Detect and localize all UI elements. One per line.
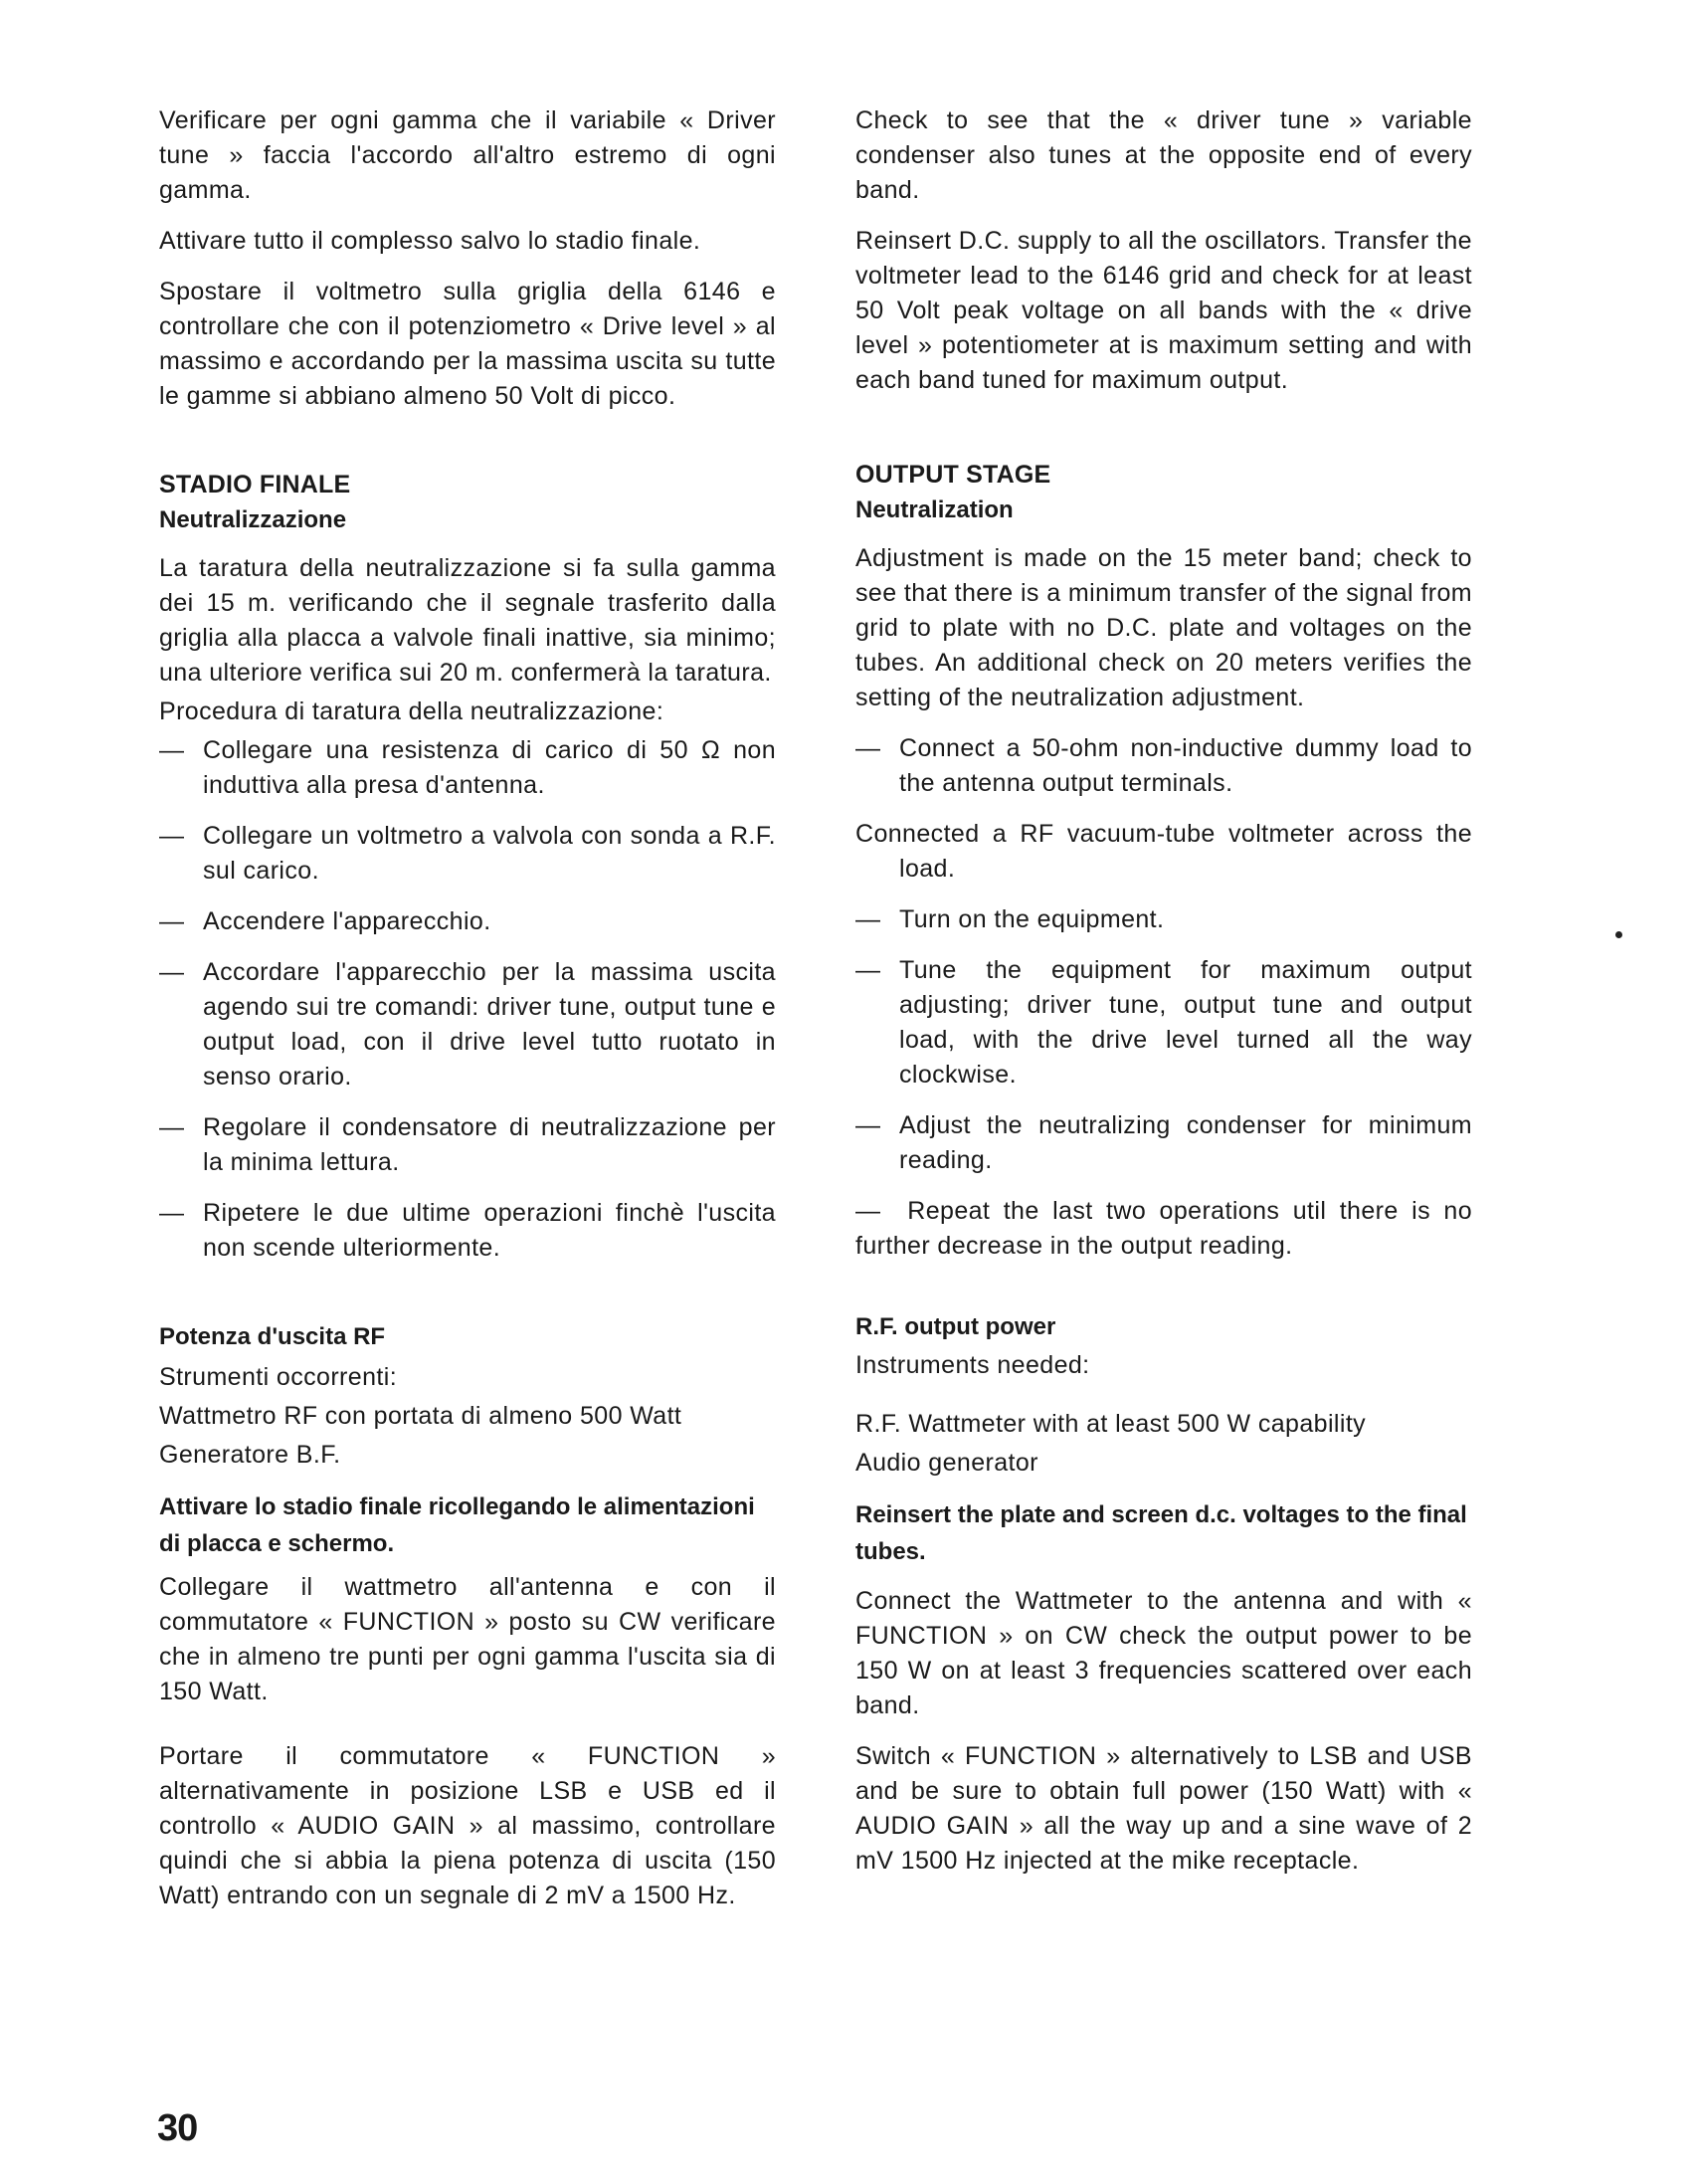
- page-number: 30: [157, 2107, 198, 2149]
- bold-instruction: Reinsert the plate and screen d.c. voltages to the final tubes.: [855, 1501, 1467, 1565]
- bold-instruction: Attivare lo stadio finale ricollegando le alimentazioni di placca e schermo.: [159, 1493, 755, 1557]
- dash-marker: —: [855, 1111, 881, 1139]
- english-column: [855, 103, 1472, 1894]
- intro-paragraph: Verificare per ogni gamma che il variabile « Driver tune » faccia l'accordo all'altro estremo di ogni gamma.: [159, 106, 776, 204]
- procedure-list: [159, 733, 776, 1266]
- list-item: — Ripetere le due ultime operazioni finchè l'uscita non scende ulteriormente.: [159, 1196, 776, 1266]
- power-paragraph: Connect the Wattmeter to the antenna and with « FUNCTION » on CW check the output power to be 150 W on at least 3 frequencies scattered over each band.: [855, 1587, 1472, 1719]
- instrument-item: Wattmetro RF con portata di almeno 500 Watt: [159, 1402, 682, 1430]
- procedure-list: [855, 731, 1472, 801]
- intro-paragraph: Reinsert D.C. supply to all the oscillators. Transfer the voltmeter lead to the 6146 grid and check for at least 50 Volt peak voltage on all bands with the « drive level » potentiometer at is maximum setting and with each band tuned for maximum output.: [855, 227, 1472, 394]
- dash-marker: —: [855, 1197, 881, 1225]
- connected-paragraph: Connected a RF vacuum-tube voltmeter across the load.: [855, 820, 1472, 883]
- intro-paragraph: Spostare il voltmetro sulla griglia della 6146 e controllare che con il potenziometro « Drive level » al massimo e accordando per la massima uscita su tutte le gamme si abbiano almeno 50 Volt di picco.: [159, 278, 776, 410]
- instrument-item: Generatore B.F.: [159, 1441, 341, 1469]
- dash-marker: —: [159, 1113, 185, 1141]
- list-item: — Tune the equipment for maximum output adjusting; driver tune, output tune and output load, with the drive level turned all the way clockwise.: [855, 953, 1472, 1092]
- list-item: — Collegare una resistenza di carico di 50 Ω non induttiva alla presa d'antenna.: [159, 733, 776, 803]
- dash-marker: —: [159, 958, 185, 986]
- list-item: — Adjust the neutralizing condenser for minimum reading.: [855, 1108, 1472, 1178]
- subsection-heading: Potenza d'uscita RF: [159, 1323, 386, 1350]
- section-heading: STADIO FINALE: [159, 471, 351, 498]
- section-heading: OUTPUT STAGE: [855, 461, 1051, 489]
- instruments-label: Strumenti occorrenti:: [159, 1363, 398, 1391]
- instrument-item: Audio generator: [855, 1449, 1038, 1477]
- subsection-heading: R.F. output power: [855, 1313, 1056, 1340]
- dash-marker: —: [855, 956, 881, 984]
- dash-marker: —: [159, 1199, 185, 1227]
- neutralization-paragraph: La taratura della neutralizzazione si fa sulla gamma dei 15 m. verificando che il segnale trasferito dalla griglia alla placca a valvole finali inattive, sia minimo; una ulteriore verifica sui 20 m. confermerà la taratura.: [159, 554, 776, 687]
- power-paragraph: Switch « FUNCTION » alternatively to LSB and USB and be sure to obtain full power (150 Watt) with « AUDIO GAIN » all the way up and a sine wave of 2 mV 1500 Hz injected at the mike receptacle.: [855, 1742, 1472, 1875]
- subsection-heading: Neutralization: [855, 496, 1014, 523]
- dash-marker: —: [159, 736, 185, 764]
- dash-marker: —: [159, 907, 185, 935]
- repeat-paragraph: — Repeat the last two operations util there is no further decrease in the output reading.: [855, 1197, 1472, 1260]
- subsection-heading: Neutralizzazione: [159, 506, 347, 533]
- power-paragraph: Portare il commutatore « FUNCTION » alternativamente in posizione LSB e USB ed il controllo « AUDIO GAIN » al massimo, controllare quindi che si abbia la piena potenza di uscita (150 Watt) entrando con un segnale di 2 mV a 1500 Hz.: [159, 1742, 776, 1909]
- list-item: — Turn on the equipment.: [855, 902, 1472, 937]
- procedure-label: Procedura di taratura della neutralizzazione:: [159, 697, 664, 725]
- list-item: — Regolare il condensatore di neutralizzazione per la minima lettura.: [159, 1110, 776, 1180]
- dash-marker: —: [159, 822, 185, 850]
- italian-column: [159, 103, 776, 1929]
- intro-paragraph: Attivare tutto il complesso salvo lo stadio finale.: [159, 227, 701, 255]
- instruments-label: Instruments needed:: [855, 1351, 1090, 1379]
- list-item: — Connect a 50-ohm non-inductive dummy load to the antenna output terminals.: [855, 731, 1472, 801]
- scan-speck: [1615, 931, 1622, 938]
- procedure-list: [855, 902, 1472, 1178]
- power-paragraph: Collegare il wattmetro all'antenna e con il commutatore « FUNCTION » posto su CW verificare che in almeno tre punti per ogni gamma l'uscita sia di 150 Watt.: [159, 1573, 776, 1705]
- intro-paragraph: Check to see that the « driver tune » variable condenser also tunes at the opposite end of every band.: [855, 106, 1472, 204]
- dash-marker: —: [855, 734, 881, 762]
- instrument-item: R.F. Wattmeter with at least 500 W capability: [855, 1410, 1367, 1438]
- list-item: — Collegare un voltmetro a valvola con sonda a R.F. sul carico.: [159, 819, 776, 889]
- list-item: — Accordare l'apparecchio per la massima uscita agendo sui tre comandi: driver tune, output tune e output load, con il drive level tutto ruotato in senso orario.: [159, 955, 776, 1094]
- neutralization-paragraph: Adjustment is made on the 15 meter band; check to see that there is a minimum transfer of the signal from grid to plate with no D.C. plate and voltages on the tubes. An additional check on 20 meters verifies the setting of the neutralization adjustment.: [855, 544, 1472, 711]
- list-item: — Accendere l'apparecchio.: [159, 904, 776, 939]
- dash-marker: —: [855, 905, 881, 933]
